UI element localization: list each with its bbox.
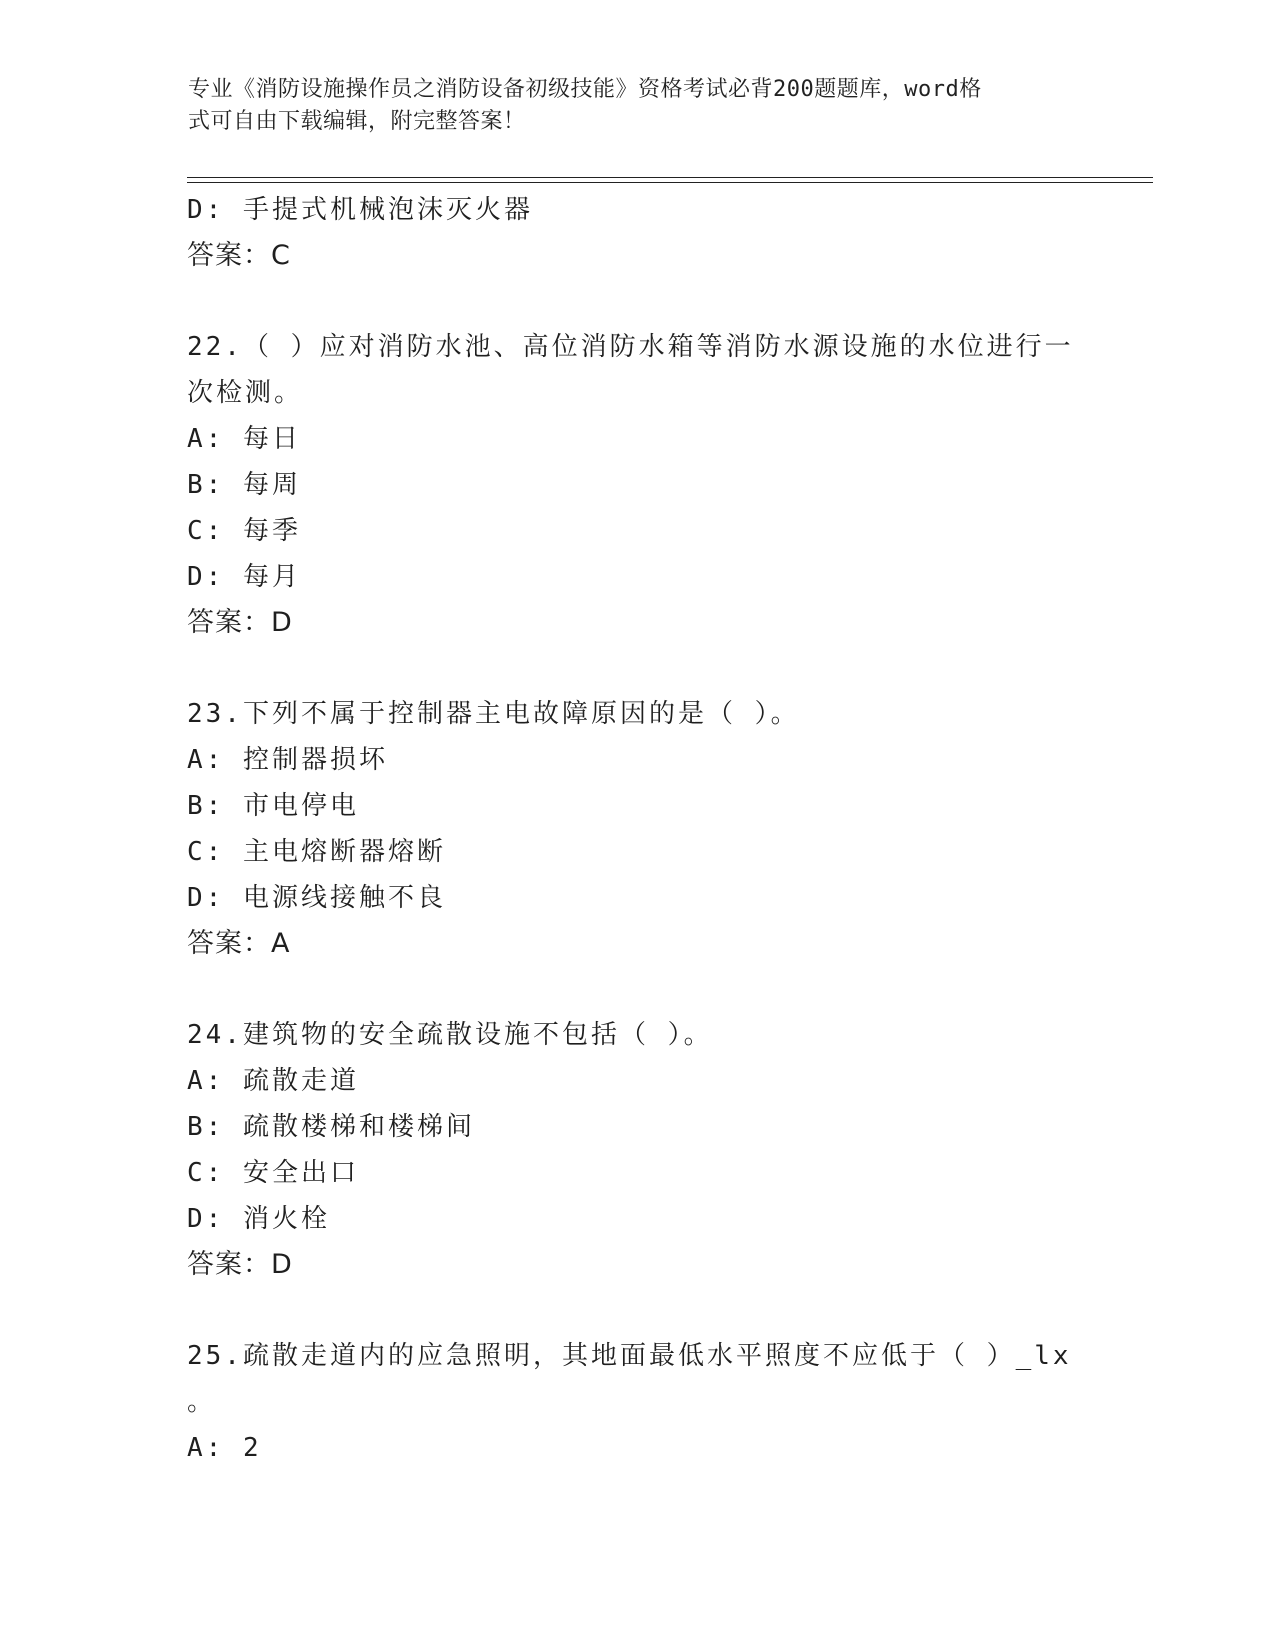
option-b: B: 疏散楼梯和楼梯间 [187,1112,475,1142]
question-stem: 24.建筑物的安全疏散设施不包括（ ）。 [187,1020,713,1050]
answer-line: 答案：A [187,928,291,959]
option-d: D: 消火栓 [187,1204,330,1234]
header-rule-top [187,177,1153,178]
option-a: A: 2 [187,1433,262,1463]
option-a: A: 控制器损坏 [187,745,388,775]
question-22 [187,324,1087,646]
question-25 [187,1333,1087,1471]
document-header [188,74,1068,138]
option-d: D: 手提式机械泡沫灭火器 [187,195,533,225]
option-d: D: 每月 [187,562,301,592]
question-23 [187,691,1087,967]
option-d: D: 电源线接触不良 [187,883,446,913]
option-b: B: 市电停电 [187,791,359,821]
question-stem: 25.疏散走道内的应急照明，其地面最低水平照度不应低于（ ）_lx [187,1341,1072,1371]
question-21-tail [187,187,1087,279]
option-a: A: 疏散走道 [187,1066,359,1096]
answer-line: 答案：C [187,240,291,271]
question-stem: 22.（ ）应对消防水池、高位消防水箱等消防水源设施的水位进行一 [187,332,1074,362]
answer-line: 答案：D [187,607,293,638]
header-line-2: 式可自由下载编辑，附完整答案！ [188,109,526,134]
answer-line: 答案：D [187,1249,293,1280]
option-c: C: 安全出口 [187,1158,359,1188]
question-stem-continued: 。 [187,1387,217,1417]
option-c: C: 每季 [187,516,301,546]
option-b: B: 每周 [187,470,301,500]
option-a: A: 每日 [187,424,301,454]
option-c: C: 主电熔断器熔断 [187,837,446,867]
header-line-1: 专业《消防设施操作员之消防设备初级技能》资格考试必背200题题库，word格 [188,77,982,102]
question-stem-continued: 次检测。 [187,378,304,408]
question-content [187,187,1087,1471]
header-rule-bottom [187,182,1153,183]
question-24 [187,1012,1087,1288]
question-stem: 23.下列不属于控制器主电故障原因的是（ ）。 [187,699,800,729]
